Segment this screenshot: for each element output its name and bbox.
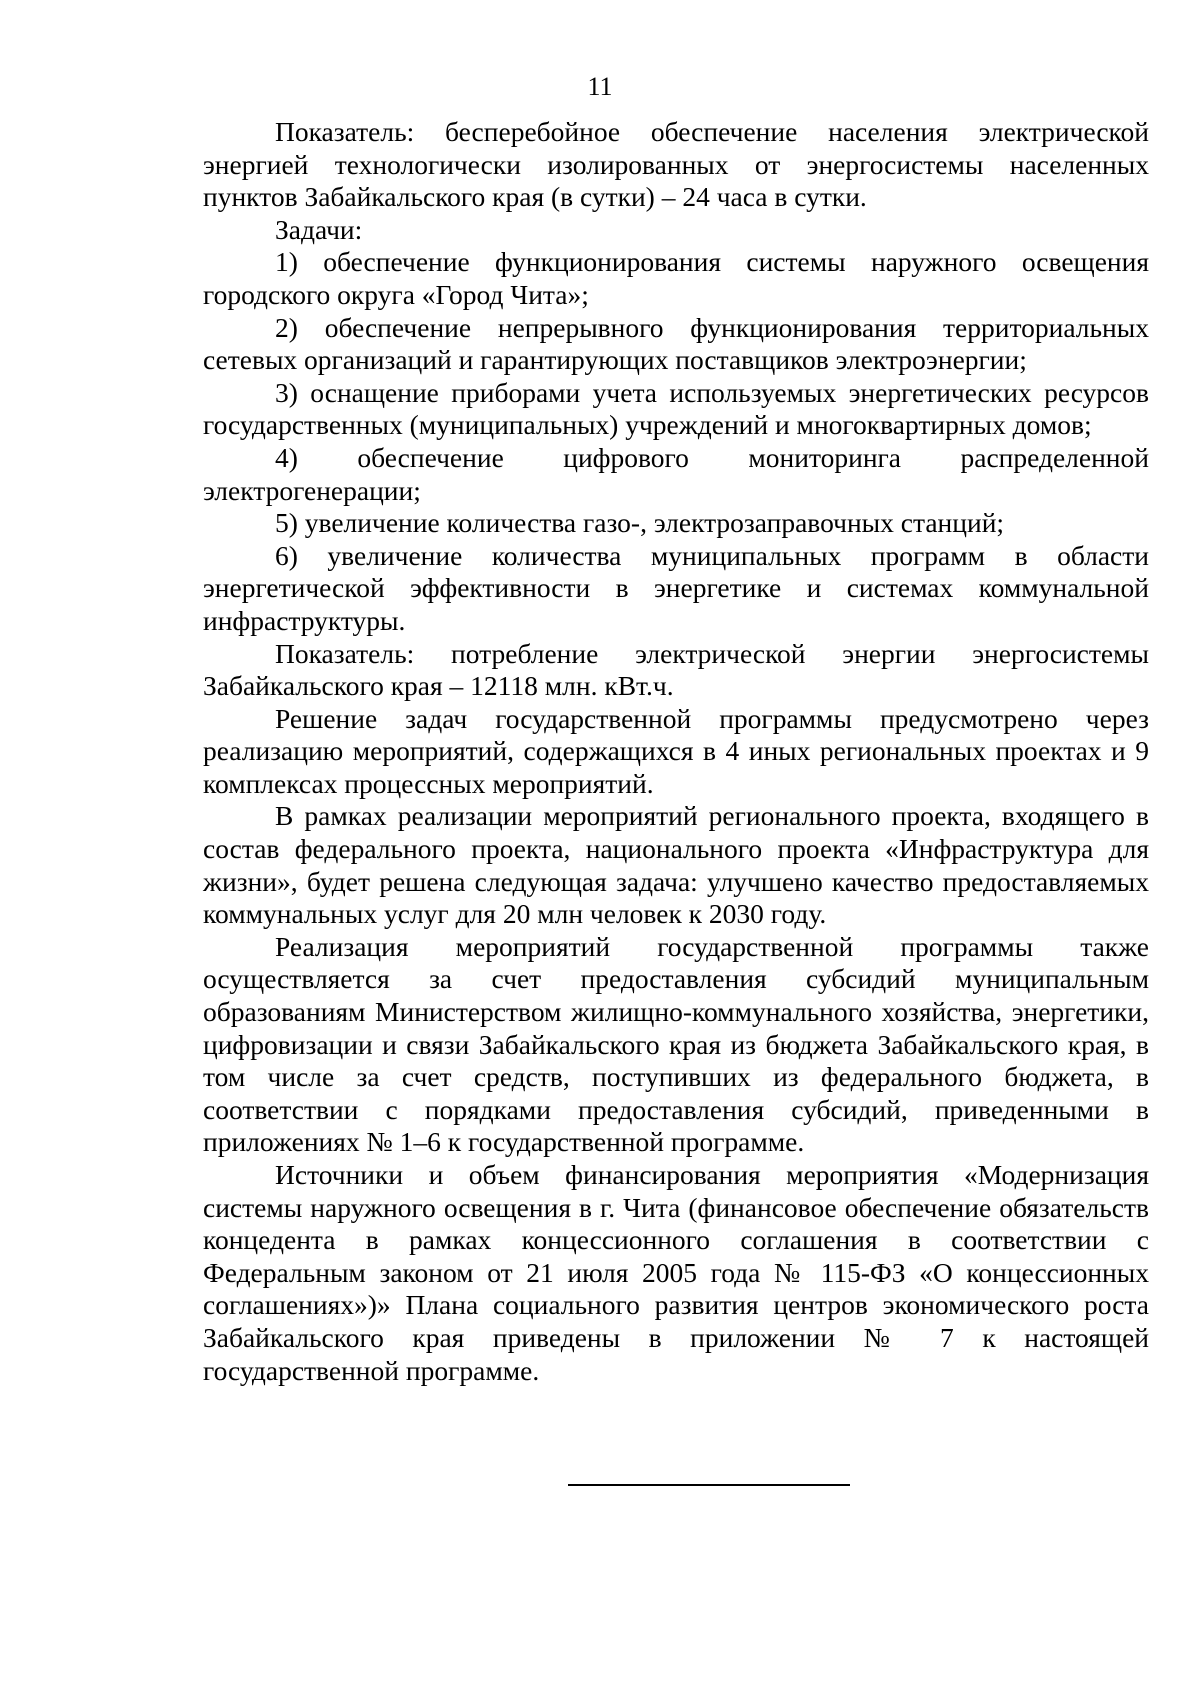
paragraph-task-1: 1) обеспечение функционирования системы наружного освещения городского округа «Город Чита»; — [203, 246, 1149, 310]
paragraph-task-2: 2) обеспечение непрерывного функционирования территориальных сетевых организаций и гарантирующих поставщиков электроэнергии; — [203, 311, 1149, 376]
paragraph-financing-sources: Источники и объем финансирования мероприятия «Модернизация системы наружного освещения в г. Чита (финансовое обеспечение обязательств концедента в рамках концессионного соглашения в соответствии с Федеральным законом от 21 июля 2005 года № 115-ФЗ «О концессионных соглашениях»)» Плана социального развития центров экономического роста Забайкальского края приведены в приложении № 7 к настоящей государственной программе. — [203, 1159, 1149, 1386]
paragraph-task-5: 5) увеличение количества газо-, электрозаправочных станций; — [275, 507, 1005, 539]
paragraph-task-3: 3) оснащение приборами учета используемых энергетических ресурсов государственных (муниципальных) учреждений и многоквартирных домов; — [203, 376, 1149, 441]
paragraph-task-6: 6) увеличение количества муниципальных программ в области энергетической эффективности в энергетике и системах коммунальной инфраструктуры. — [203, 539, 1149, 636]
paragraph-indicator-consumption: Показатель: потребление электрической энергии энергосистемы Забайкальского края – 12118 млн. кВт.ч. — [203, 637, 1149, 702]
paragraph-regional-project: В рамках реализации мероприятий регионального проекта, входящего в состав федерального проекта, национального проекта «Инфраструктура для жизни», будет решена следующая задача: улучшено качество предоставляемых коммунальных услуг для 20 млн человек к 2030 году. — [203, 800, 1149, 930]
end-divider-line — [568, 1484, 850, 1486]
paragraph-tasks-heading: Задачи: — [275, 213, 363, 245]
document-body — [203, 116, 1149, 1387]
paragraph-indicator-power-supply: Показатель: бесперебойное обеспечение населения электрической энергией технологически изолированных от энергосистемы населенных пунктов Забайкальского края (в сутки) – 24 часа в сутки. — [203, 116, 1149, 213]
page-number: 11 — [587, 72, 613, 101]
paragraph-task-4: 4) обеспечение цифрового мониторинга распределенной электрогенерации; — [203, 441, 1149, 506]
paragraph-subsidies: Реализация мероприятий государственной программы также осуществляется за счет предоставления субсидий муниципальным образованиям Министерством жилищно-коммунального хозяйства, энергетики, цифровизации и связи Забайкальского края из бюджета Забайкальского края, в том числе за счет средств, поступивших из федерального бюджета, в соответствии с порядками предоставления субсидий, приведенными в приложениях № 1–6 к государственной программе. — [203, 930, 1149, 1158]
paragraph-program-solution: Решение задач государственной программы предусмотрено через реализацию мероприятий, содержащихся в 4 иных региональных проектах и 9 комплексах процессных мероприятий. — [203, 702, 1149, 799]
